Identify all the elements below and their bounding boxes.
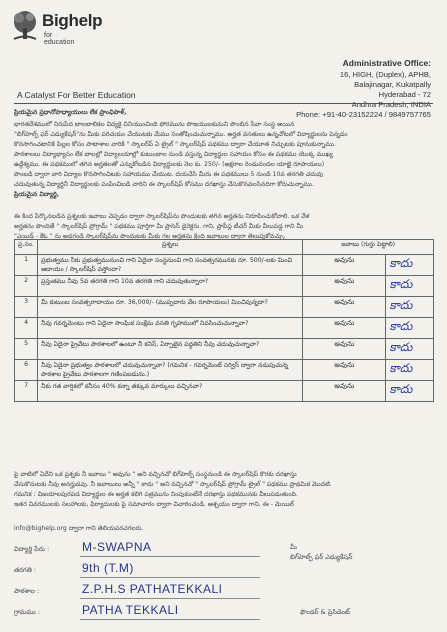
row-number: 7 xyxy=(15,381,38,402)
question-text: నీవు ఏదైనా ప్రైవేటు పాఠశాలలో ఉంటూ నీ కనిస్, ఏర్పాటైన పద్ధతిని నీవు చదువుచున్నావా? xyxy=(38,339,303,360)
brand-name: Bighelp xyxy=(42,11,103,30)
answer-yes-option[interactable] xyxy=(303,360,386,381)
header-divider xyxy=(14,103,433,104)
office-line: Andhra Pradesh, INDIA xyxy=(351,99,431,109)
row-number: 6 xyxy=(15,360,38,381)
paragraph-line: ఈ కింద పేర్కొనబడిన ప్రశ్నలకు జవాబు చెప్పడం ద్వారా స్కాలర్‌షిప్‌ను పొందుటకు తగిన అర్హతను నిరూపించుకోవాలి. ఒక వేళ xyxy=(14,213,310,220)
tree-logo-icon xyxy=(8,8,42,42)
handwritten-no-mark: కాదు xyxy=(389,382,413,396)
paragraph-line: "బిగ్‌హెల్ప్ ఫర్ ఎడ్యుకేషన్"ను మీకు పరిచయం చేయుటకు మేము సంతోషించుచున్నాము. అర్హత వసతులు ఉన్నచోటలో విద్యార్థులను పెన్నడం xyxy=(14,131,348,138)
row-number: 1 xyxy=(15,255,38,276)
answer-yes-option[interactable] xyxy=(303,339,386,360)
paragraph-line: గమనిక : విజయాలపురపడ విద్యార్థుల ఈ అర్హత కలిగి పత్రమును నింపుకుంటేనే దరఖాస్తు పథకమునకు వీలుపడుతుంది. xyxy=(14,491,298,498)
answer-no-option[interactable] xyxy=(386,297,434,318)
row-number: 5 xyxy=(15,339,38,360)
answer-no-option[interactable] xyxy=(386,381,434,402)
footer-paragraph xyxy=(14,470,432,510)
answer-yes-label: అవును xyxy=(334,382,355,390)
office-line: Hyderabad - 72 xyxy=(378,89,431,99)
question-text: మీ కుటుంబ సంవత్సరాదాయం రూ. 36,000/- (ముప్పదారు వేల రూపాయలు) మించిపున్నదా? xyxy=(38,297,303,318)
paragraph-line: పొంబడి ద్వారా వారి విద్యాల కొనసాగించిటకు సహాయము చేయుట. దయచేసి మీరు ఈ పథకములు 5 నుండి 10వ తరగతి చదువు xyxy=(14,171,324,178)
paragraph-line: "ఎయిడ్ - కేఓ " ను అడగండి స్కాలర్‌షిప్‌ను పొందుటకు మీకు గల అర్హతను క్రింది జవాబుల ద్వారా తెలుపుకోవచ్చు. xyxy=(14,233,286,240)
question-text: ప్రస్తుతము నీవు 5వ తరగతి గాని 10వ తరగతి గాని చదువుతున్నారా? xyxy=(38,276,303,297)
handwritten-no-mark: కాదు xyxy=(389,298,413,312)
brand-subtitle: for education xyxy=(44,32,75,46)
answer-yes-label: అవును xyxy=(334,340,355,348)
signature-title: ఫౌండర్ & ప్రెసిడెంట్ xyxy=(300,608,350,616)
village-underline xyxy=(80,619,260,620)
table-header-row xyxy=(15,240,434,255)
paragraph-line: అర్హతను పొందితే " స్కాలర్‌షిప్ ప్రోగ్రామ్ " పథకము పూర్తిగా మీ ప్రాసెస్ డైరెక్టరు. గాని, ప్రాపీస్ల టీచర్ మీకు వీలుపడ్డ గాని మీ xyxy=(14,223,303,230)
class-underline xyxy=(80,577,260,578)
question-text: ప్రభుత్వము నీకు ప్రభుత్వమునుంచి గాని ఏదైనా సంస్థనుంచి గాని సంవత్సరమునకు రూ. 500/-లకు మించి ఆదాయం / స్కాలర్‌షిప్ వస్తోందా? xyxy=(38,255,303,276)
table-row xyxy=(15,255,434,276)
column-header-answer: జవాబు (గుర్తు పెట్టాలి) xyxy=(303,240,434,255)
column-header-questions: ప్రశ్నలు xyxy=(38,240,303,255)
question-text: నీకు గత వార్షికలో కనీసం 40% కన్నా తక్కువ మార్కులు వచ్చినవా? xyxy=(38,381,303,402)
signature-line: మీ xyxy=(290,543,297,551)
handwritten-no-mark: కాదు xyxy=(389,361,413,375)
row-number: 2 xyxy=(15,276,38,297)
row-number: 3 xyxy=(15,297,38,318)
village-label: గ్రామము : xyxy=(14,608,41,616)
paragraph-line: చదువుతున్న విద్యార్థినీ విద్యార్థులకు పంపించిబడి వారిని ఈ స్కాలర్‌షిప్ కోసము దరఖాస్తు చేసుకొనవలసినదిగా కోరుచున్నాము. xyxy=(14,181,314,188)
handwritten-no-mark: కాదు xyxy=(389,319,413,333)
class-value[interactable]: 9th (T.M) xyxy=(82,561,134,575)
class-label: తరగతి : xyxy=(14,566,37,574)
answer-yes-option[interactable] xyxy=(303,276,386,297)
village-value[interactable]: PATHA TEKKALI xyxy=(82,603,179,617)
table-row xyxy=(15,381,434,402)
office-line: Balajinagar, Kukatpally xyxy=(354,79,431,89)
answer-yes-option[interactable] xyxy=(303,381,386,402)
table-row xyxy=(15,297,434,318)
school-underline xyxy=(80,598,260,599)
paragraph-line: ఇతర వివరములకు సలహాలకు, ఫిర్యాదులకు పై సమాచారం ద్వారా విచారించండి. ఆశ్చయం ద్వారా గాని, ఈ - మెయిల్ xyxy=(14,501,294,508)
paragraph-line: చేసుకొనుటకు నీవు అనర్హుడవు. నీ జవాబులు అన్నీ " కాదు " అని వచ్చినచో " స్కాలర్‌షిప్ ప్రోగ్రామ్ ట్రైల్ " పథకము ప్రాథమిక మొదటి. xyxy=(14,481,332,488)
signature-line: బిగ్‌హెల్ప్ ఫర్ ఎడ్యుకేషన్ xyxy=(290,553,353,561)
student-name-label: విద్యార్థి పేరు : xyxy=(14,545,50,553)
answer-yes-option[interactable] xyxy=(303,255,386,276)
answer-yes-label: అవును xyxy=(334,277,355,285)
tagline: A Catalyst For Better Education xyxy=(17,90,136,100)
contact-email: info@bighelp.org ద్వారా గాని తెలియపరచగలరు. xyxy=(14,525,144,532)
question-text: నీవు ఏదైనా ప్రభుత్వం పాఠశాలలో చదువుచున్నావా? (గమనిక - గవర్నమెంట్ సర్విస్ ద్వారా నడుపుచున్న పాఠశాల ప్రైవేటు పాఠశాలగా గణింపబడును.) xyxy=(38,360,303,381)
greeting: ప్రియమైన ప్రధానోపాధ్యాయులు లేక ప్రాంఛిపాళ్, xyxy=(14,109,127,116)
student-name-value[interactable]: M-SWAPNA xyxy=(82,540,152,554)
answer-yes-label: అవును xyxy=(334,361,355,369)
bighelp-logo xyxy=(8,8,103,68)
office-phone: Phone: +91-40-23152224 / 9849757765 xyxy=(296,109,431,119)
table-row xyxy=(15,339,434,360)
answer-yes-option[interactable] xyxy=(303,318,386,339)
signature-block xyxy=(290,543,352,563)
handwritten-no-mark: కాదు xyxy=(389,340,413,354)
paragraph-line: భారతదేశములో నిరుపేద బాలబాలికల విద్యకై వినియుంచింది ఫోరమును పొఇయుబకుమని పొంబిన సేవా సంస్థ అయిన xyxy=(14,121,295,128)
row-number: 4 xyxy=(15,318,38,339)
answer-yes-label: అవును xyxy=(334,319,355,327)
paragraph-line: పై వాటిలో ఏదేని ఒక ప్రశ్నకు నీ జవాబు " అవును " అని వచ్చినచో బిగ్‌హెల్ప్ సంస్థనుండి ఈ స్కాలర్‌షిప్ కొరకు దరఖాస్తు xyxy=(14,471,297,478)
column-header-number: ప్ర.సం. xyxy=(15,240,38,255)
table-row xyxy=(15,276,434,297)
answer-no-option[interactable] xyxy=(386,276,434,297)
answer-yes-label: అవును xyxy=(334,256,355,264)
answer-no-option[interactable] xyxy=(386,255,434,276)
answer-yes-option[interactable] xyxy=(303,297,386,318)
paragraph-line: కొనసాగించటానికి పిల్లల కోసం పాటాశాల వారికి " స్కాలర్‌ప్ ఏ ట్రైల్ " స్కాలర్‌షిప్ పథకము ద్వారా చేయూత నిచ్చుటకు పూనుకున్నాము. xyxy=(14,141,336,148)
table-row xyxy=(15,318,434,339)
school-value[interactable]: Z.P.H.S PATHATEKKALI xyxy=(82,582,223,596)
office-address xyxy=(271,59,431,119)
table-row xyxy=(15,360,434,381)
answer-no-option[interactable] xyxy=(386,318,434,339)
paragraph-line: ఉద్దేశ్యము. ఈ పథకములో తగిన అర్హతలతో ఎన్నుకోబడిన విద్యార్థులకు నెల కు. 250/- (అక్షరాల రెండువందల యాభై రూపాయలు) xyxy=(14,161,325,168)
office-title: Administrative Office: xyxy=(342,58,431,68)
school-label: పాఠశాల : xyxy=(14,587,40,595)
office-line: 16, HIGH, (Duplex), APHB, xyxy=(339,69,431,79)
answer-no-option[interactable] xyxy=(386,339,434,360)
handwritten-no-mark: కాదు xyxy=(389,277,413,291)
answer-no-option[interactable] xyxy=(386,360,434,381)
handwritten-no-mark: కాదు xyxy=(389,256,413,270)
answer-yes-label: అవును xyxy=(334,298,355,306)
intro-paragraph xyxy=(14,120,432,200)
question-text: నీవు గవర్నమెంటు గాని ఏదైనా సాంఘిక సంక్షేమ వసతి గృహములో నివసించుచున్నావా? xyxy=(38,318,303,339)
name-underline xyxy=(80,556,260,557)
paragraph-line: పాఠశాలలు విద్యాభ్యాసం లేక బాలల్లో విద్యాలయాల్లో కుటుంబాల నుండి వస్తున్న విద్యార్థుల సహాయం కోసం ఈ పథకము యొక్క ముఖ్య xyxy=(14,151,333,158)
salutation: ప్రియమైన విద్యార్థి, xyxy=(14,191,60,198)
instruction-paragraph xyxy=(14,212,432,242)
eligibility-table xyxy=(14,239,434,402)
